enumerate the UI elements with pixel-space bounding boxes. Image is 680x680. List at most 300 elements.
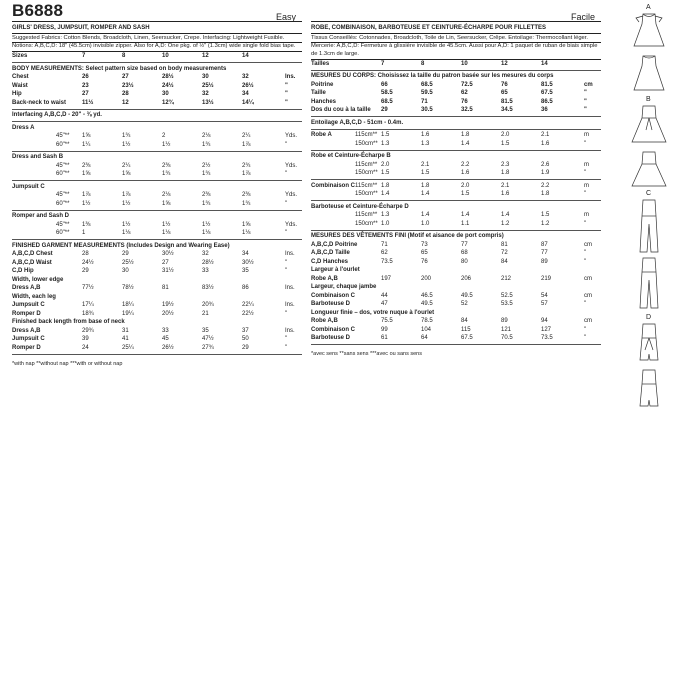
divider <box>12 151 302 152</box>
view-label: A <box>646 4 651 11</box>
cell-value: 2⅜ <box>82 162 91 169</box>
cell-value: 26½ <box>162 344 174 351</box>
cell-value: 2¾ <box>242 162 251 169</box>
cell-value: " <box>584 98 587 105</box>
cell-value: 2⅛ <box>202 133 211 140</box>
table-row <box>311 249 601 258</box>
view-label: B <box>646 96 651 103</box>
table-row <box>12 82 302 91</box>
cell-value: 36 <box>541 107 548 114</box>
cell-value: 76 <box>461 98 468 105</box>
cell-value: Ins. <box>285 302 295 309</box>
cell-value: 31½ <box>162 268 174 275</box>
cell-value: 24½ <box>82 259 94 266</box>
cell-value: 29 <box>82 268 89 275</box>
cell-value: 68.5 <box>381 98 393 105</box>
finished-subheading: Width, each leg <box>12 293 56 300</box>
cell-value: 1½ <box>122 221 131 228</box>
cell-value: 1.4 <box>381 191 390 198</box>
yardage-row <box>12 200 302 209</box>
cell-value: 25½ <box>122 259 134 266</box>
difficulty-level: Easy <box>275 12 296 22</box>
fabric-width: 115cm** <box>355 132 378 139</box>
suggested-fabrics: Suggested Fabrics: Cotton Blends, Broadcloth, Linen, Seersucker, Crepe. Interfacing: Lightweight Fusible. <box>12 34 285 41</box>
cell-value: Ins. <box>285 285 295 292</box>
cell-value: 1.8 <box>501 170 510 177</box>
cell-value: 84 <box>501 258 508 265</box>
cell-value: 1.1 <box>461 220 470 227</box>
cell-value: 68.5 <box>421 81 433 88</box>
table-row <box>12 250 302 259</box>
table-row <box>12 284 302 293</box>
cell-value: 73.5 <box>381 258 393 265</box>
cell-value: 2.1 <box>541 132 550 139</box>
cell-value: 64 <box>421 335 428 342</box>
cell-value: 1.9 <box>541 170 550 177</box>
cell-value: " <box>285 344 288 351</box>
cell-value: 41 <box>122 336 129 343</box>
row-label: Taille <box>311 90 326 97</box>
cell-value: " <box>584 250 587 257</box>
divider <box>311 179 601 180</box>
yardage-row <box>311 140 601 149</box>
cell-value: 18¾ <box>82 310 94 317</box>
cell-value: 49.5 <box>461 292 473 299</box>
table-row <box>311 317 601 326</box>
cell-value: 72.5 <box>461 81 473 88</box>
row-label: A,B,C,D Chest <box>12 251 53 258</box>
cell-value: 25¼ <box>122 344 134 351</box>
cell-value: 75.5 <box>381 318 393 325</box>
cell-value: 17¼ <box>82 302 94 309</box>
cell-value: 104 <box>421 326 432 333</box>
interfacing-yardage: Interfacing A,B,C,D - 20" - ⅜ yd. <box>12 112 102 119</box>
cell-value: 10 <box>162 53 169 60</box>
yardage-row <box>311 161 601 170</box>
cell-value: 24 <box>82 344 89 351</box>
yardage-row <box>311 190 601 199</box>
cell-value: 32 <box>242 74 249 81</box>
cell-value: 212 <box>501 275 512 282</box>
yardage-row <box>12 170 302 179</box>
cell-value: 67.5 <box>461 335 473 342</box>
row-label: Tailles <box>311 60 330 67</box>
cell-value: 1⅝ <box>162 200 171 207</box>
cell-value: Ins. <box>285 327 295 334</box>
cell-value: 1¼ <box>82 141 91 148</box>
cell-value: 35 <box>242 268 249 275</box>
cell-value: cm <box>584 318 592 325</box>
table-row <box>12 259 302 268</box>
divider <box>311 116 601 117</box>
cell-value: 14 <box>541 60 548 67</box>
cell-value: 2.1 <box>501 182 510 189</box>
row-label: Combinaison C <box>311 326 356 333</box>
cell-value: 22¼ <box>242 302 254 309</box>
divider <box>12 239 302 240</box>
row-label: Combinaison C <box>311 292 356 299</box>
fabric-width: 150cm** <box>355 191 378 198</box>
yardage-row <box>311 220 601 229</box>
cell-value: 1⅛ <box>242 230 251 237</box>
cell-value: 1⅜ <box>82 221 91 228</box>
cell-value: 77½ <box>82 285 94 292</box>
cell-value: 8 <box>421 60 425 67</box>
fabric-width: 45"** <box>56 133 70 140</box>
divider <box>311 200 601 201</box>
view-thumbnails <box>622 4 676 414</box>
french-column <box>311 0 601 357</box>
cell-value: cm <box>584 241 592 248</box>
cell-value: 72 <box>501 250 508 257</box>
cell-value: 219 <box>541 275 552 282</box>
finished-measurements-title: MESURES DES VÊTEMENTS FINI (Motif et aisance de port compris) <box>311 233 504 240</box>
divider <box>12 62 302 63</box>
fabric-width: 150cm** <box>355 140 378 147</box>
cell-value: 20½ <box>162 310 174 317</box>
view-label: C <box>646 190 652 197</box>
cell-value: " <box>584 301 587 308</box>
fabric-width: 150cm** <box>355 170 378 177</box>
cell-value: 1¾ <box>202 171 211 178</box>
table-row <box>311 334 601 343</box>
cell-value: 121 <box>501 326 512 333</box>
finished-subheading: Finished back length from base of neck <box>12 319 125 326</box>
measurement-table-fr <box>311 60 601 346</box>
cell-value: cm <box>584 292 592 299</box>
cell-value: 2⅜ <box>202 192 211 199</box>
cell-value: 29 <box>381 107 388 114</box>
yardage-row <box>12 229 302 238</box>
cell-value: 71 <box>381 241 388 248</box>
cell-value: Yds. <box>285 221 298 228</box>
row-label: Poitrine <box>311 81 334 88</box>
table-row <box>311 98 601 107</box>
cell-value: 1.4 <box>421 212 430 219</box>
finished-subheading: Width, lower edge <box>12 276 64 283</box>
fabric-width: 115cm** <box>355 161 378 168</box>
cell-value: " <box>584 220 587 227</box>
table-row <box>311 292 601 301</box>
cell-value: Yds. <box>285 133 298 140</box>
view-yardage-label: Robe et Ceinture-Écharpe B <box>311 153 391 160</box>
cell-value: 27 <box>122 74 129 81</box>
cell-value: 32 <box>202 91 209 98</box>
cell-value: 1.4 <box>501 212 510 219</box>
cell-value: 32 <box>202 251 209 258</box>
cell-value: 1.8 <box>461 132 470 139</box>
cell-value: 1.4 <box>421 191 430 198</box>
cell-value: 1⅝ <box>82 171 91 178</box>
cell-value: 76 <box>501 81 508 88</box>
cell-value: 1⅝ <box>122 171 131 178</box>
cell-value: 2.6 <box>541 161 550 168</box>
cell-value: 1.4 <box>461 140 470 147</box>
cell-value: 1½ <box>122 200 131 207</box>
cell-value: 1 <box>82 230 86 237</box>
cell-value: 87 <box>541 241 548 248</box>
cell-value: 86.5 <box>541 98 553 105</box>
table-row <box>12 99 302 108</box>
divider <box>311 129 601 130</box>
notions: Notions: A,B,C,D: 18" (45.5cm) invisible zipper. Also for A,D: One pkg. of ½" (1.3cm) wide single fold bias tape. <box>12 43 296 50</box>
cell-value: m <box>584 182 589 189</box>
cell-value: 12 <box>501 60 508 67</box>
cell-value: Ins. <box>285 251 295 258</box>
cell-value: Yds. <box>285 162 298 169</box>
row-label: Robe A,B <box>311 275 338 282</box>
row-label: Chest <box>12 74 29 81</box>
cell-value: 1⅛ <box>162 230 171 237</box>
fabric-width: 45"** <box>56 192 70 199</box>
cell-value: 33 <box>162 327 169 334</box>
cell-value: 7 <box>381 60 385 67</box>
cell-value: 78.5 <box>421 318 433 325</box>
cell-value: " <box>285 259 288 266</box>
cell-value: 1.2 <box>541 220 550 227</box>
cell-value: " <box>285 310 288 317</box>
cell-value: 1⅛ <box>202 230 211 237</box>
cell-value: 30 <box>122 268 129 275</box>
table-row <box>311 300 601 309</box>
nap-footnote: *with nap **without nap ***with or without nap <box>12 360 123 367</box>
cell-value: 1.5 <box>501 140 510 147</box>
cell-value: 1.6 <box>501 191 510 198</box>
difficulty-level-fr: Facile <box>570 12 595 22</box>
cell-value: 23 <box>82 82 89 89</box>
cell-value: m <box>584 161 589 168</box>
cell-value: " <box>584 326 587 333</box>
cell-value: 8 <box>122 53 126 60</box>
cell-value: 62 <box>461 90 468 97</box>
cell-value: 73 <box>421 241 428 248</box>
row-label: Hanches <box>311 98 337 105</box>
cell-value: 50 <box>242 336 249 343</box>
view-yardage-label: Dress A <box>12 124 35 131</box>
cell-value: 49.5 <box>421 301 433 308</box>
yardage-row <box>311 211 601 220</box>
cell-value: 206 <box>461 275 472 282</box>
yardage-row <box>311 131 601 140</box>
cell-value: " <box>285 91 288 98</box>
cell-value: " <box>285 268 288 275</box>
cell-value: 59.5 <box>421 90 433 97</box>
view-yardage-label: Dress and Sash B <box>12 154 64 161</box>
cell-value: 2.0 <box>501 132 510 139</box>
cell-value: 37 <box>242 327 249 334</box>
table-row <box>12 267 302 276</box>
table-row <box>311 81 601 90</box>
measurement-table <box>12 52 302 355</box>
cell-value: 2 <box>162 133 166 140</box>
table-row <box>311 241 601 250</box>
yardage-row <box>12 141 302 150</box>
cell-value: 1⅝ <box>242 221 251 228</box>
row-label: Romper D <box>12 344 41 351</box>
cell-value: 11½ <box>82 99 94 106</box>
fabric-width: 150cm** <box>355 220 378 227</box>
cell-value: 197 <box>381 275 392 282</box>
fabric-width: 60"** <box>56 230 70 237</box>
cell-value: cm <box>584 275 592 282</box>
row-label: C,D Hip <box>12 268 34 275</box>
cell-value: 12 <box>202 53 209 60</box>
cell-value: 58.5 <box>381 90 393 97</box>
cell-value: cm <box>584 81 593 88</box>
table-row <box>12 310 302 319</box>
cell-value: " <box>285 336 288 343</box>
cell-value: 1⅝ <box>82 133 91 140</box>
cell-value: 1.8 <box>421 182 430 189</box>
cell-value: 29 <box>242 344 249 351</box>
view-b-thumbnail <box>622 96 676 190</box>
divider <box>311 150 601 151</box>
row-label: Dress A,B <box>12 327 41 334</box>
cell-value: 30½ <box>162 251 174 258</box>
fabric-width: 115cm** <box>355 182 378 189</box>
cell-value: 30 <box>162 91 169 98</box>
view-label: D <box>646 314 652 321</box>
cell-value: 14¼ <box>242 99 254 106</box>
cell-value: 2.2 <box>541 182 550 189</box>
cell-value: 27¾ <box>202 344 214 351</box>
cell-value: 1.0 <box>381 220 390 227</box>
cell-value: 47½ <box>202 336 214 343</box>
cell-value: " <box>584 170 587 177</box>
cell-value: 26 <box>82 74 89 81</box>
cell-value: 19½ <box>162 302 174 309</box>
cell-value: 67.5 <box>541 90 553 97</box>
cell-value: 77 <box>461 241 468 248</box>
cell-value: " <box>285 141 288 148</box>
cell-value: 53.5 <box>501 301 513 308</box>
interfacing-yardage: Entoilage A,B,C,D - 51cm - 0.4m. <box>311 119 404 126</box>
cell-value: 54 <box>541 292 548 299</box>
cell-value: 61 <box>381 335 388 342</box>
cell-value: 12¾ <box>162 99 174 106</box>
cell-value: 45 <box>162 336 169 343</box>
cell-value: 26½ <box>242 82 254 89</box>
yardage-row <box>12 191 302 200</box>
divider <box>12 109 302 110</box>
cell-value: 27 <box>82 91 89 98</box>
cell-value: 39 <box>82 336 89 343</box>
cell-value: 7 <box>82 53 86 60</box>
cell-value: 2½ <box>202 162 211 169</box>
cell-value: 12 <box>122 99 129 106</box>
garment-title: GIRLS' DRESS, JUMPSUIT, ROMPER AND SASH <box>12 25 150 31</box>
row-label: Barboteuse D <box>311 335 351 342</box>
cell-value: 81 <box>501 241 508 248</box>
english-column <box>12 0 302 367</box>
row-label: Jumpsuit C <box>12 336 45 343</box>
cell-value: 1.2 <box>501 220 510 227</box>
view-d-thumbnail <box>622 314 676 414</box>
cell-value: " <box>584 258 587 265</box>
cell-value: 34.5 <box>501 107 513 114</box>
finished-subheading: Longueur finie – dos, votre nuque à l'ourlet <box>311 309 435 316</box>
divider <box>12 121 302 122</box>
cell-value: " <box>584 107 587 114</box>
cell-value: 1.8 <box>541 191 550 198</box>
body-measurements-title: MESURES DU CORPS: Choisissez la taille du patron basée sur les mesures du corps <box>311 73 554 80</box>
cell-value: 57 <box>541 301 548 308</box>
cell-value: m <box>584 132 589 139</box>
cell-value: 28 <box>122 91 129 98</box>
cell-value: 115 <box>461 326 471 333</box>
table-row <box>12 90 302 99</box>
cell-value: 28½ <box>202 259 214 266</box>
cell-value: 1¾ <box>122 133 131 140</box>
cell-value: 1½ <box>162 221 171 228</box>
cell-value: 14 <box>242 53 249 60</box>
finished-subheading: Largeur à l'ourlet <box>311 267 360 274</box>
yardage-row <box>311 169 601 178</box>
cell-value: 2.3 <box>501 161 510 168</box>
cell-value: 65 <box>421 250 428 257</box>
cell-value: " <box>285 82 288 89</box>
cell-value: 13½ <box>202 99 214 106</box>
suggested-fabrics-fr: Tissus Conseillés: Cotonnades, Broadcloth, Toile de Lin, Seersucker, Crêpe. Entoilage: Thermocollant léger. <box>311 34 589 41</box>
cell-value: 1½ <box>82 200 91 207</box>
cell-value: 10 <box>461 60 468 67</box>
cell-value: 20¾ <box>202 302 214 309</box>
cell-value: 1⅞ <box>122 192 131 199</box>
cell-value: 89 <box>541 258 548 265</box>
cell-value: 28 <box>82 251 89 258</box>
table-row <box>311 106 601 115</box>
cell-value: 1.3 <box>421 140 430 147</box>
cell-value: 68 <box>461 250 468 257</box>
row-label: Dos du cou à la taille <box>311 107 371 114</box>
cell-value: 1.6 <box>461 170 470 177</box>
cell-value: 22½ <box>242 310 254 317</box>
cell-value: 19¼ <box>122 310 134 317</box>
cell-value: 1.3 <box>381 140 390 147</box>
cell-value: 18¼ <box>122 302 134 309</box>
finished-measurements-title: FINISHED GARMENT MEASUREMENTS (Includes Design and Wearing Ease) <box>12 242 230 249</box>
cell-value: 2.2 <box>461 161 470 168</box>
cell-value: 2.0 <box>461 182 470 189</box>
table-row <box>12 301 302 310</box>
cell-value: 46.5 <box>421 292 433 299</box>
cell-value: 1⅞ <box>242 171 251 178</box>
body-measurements-title: BODY MEASUREMENTS: Select pattern size based on body measurements <box>12 65 227 72</box>
cell-value: 1⅞ <box>82 192 91 199</box>
cell-value: 78½ <box>122 285 134 292</box>
cell-value: 29¾ <box>82 327 94 334</box>
cell-value: 1¾ <box>162 171 171 178</box>
cell-value: 1⅞ <box>242 141 251 148</box>
cell-value: 21 <box>202 310 209 317</box>
cell-value: 34 <box>242 91 249 98</box>
fabric-width: 60"** <box>56 200 70 207</box>
fabric-width: 45"** <box>56 221 70 228</box>
cell-value: 66 <box>381 81 388 88</box>
cell-value: 1.4 <box>461 212 470 219</box>
size-header <box>311 60 601 69</box>
cell-value: 33 <box>202 268 209 275</box>
cell-value: 84 <box>461 318 468 325</box>
divider <box>12 354 302 355</box>
table-row <box>311 258 601 267</box>
cell-value: 62 <box>381 250 388 257</box>
cell-value: Ins. <box>285 74 296 81</box>
cell-value: 80 <box>461 258 468 265</box>
cell-value: 2¼ <box>122 162 131 169</box>
table-row <box>12 335 302 344</box>
cell-value: 25½ <box>202 82 214 89</box>
